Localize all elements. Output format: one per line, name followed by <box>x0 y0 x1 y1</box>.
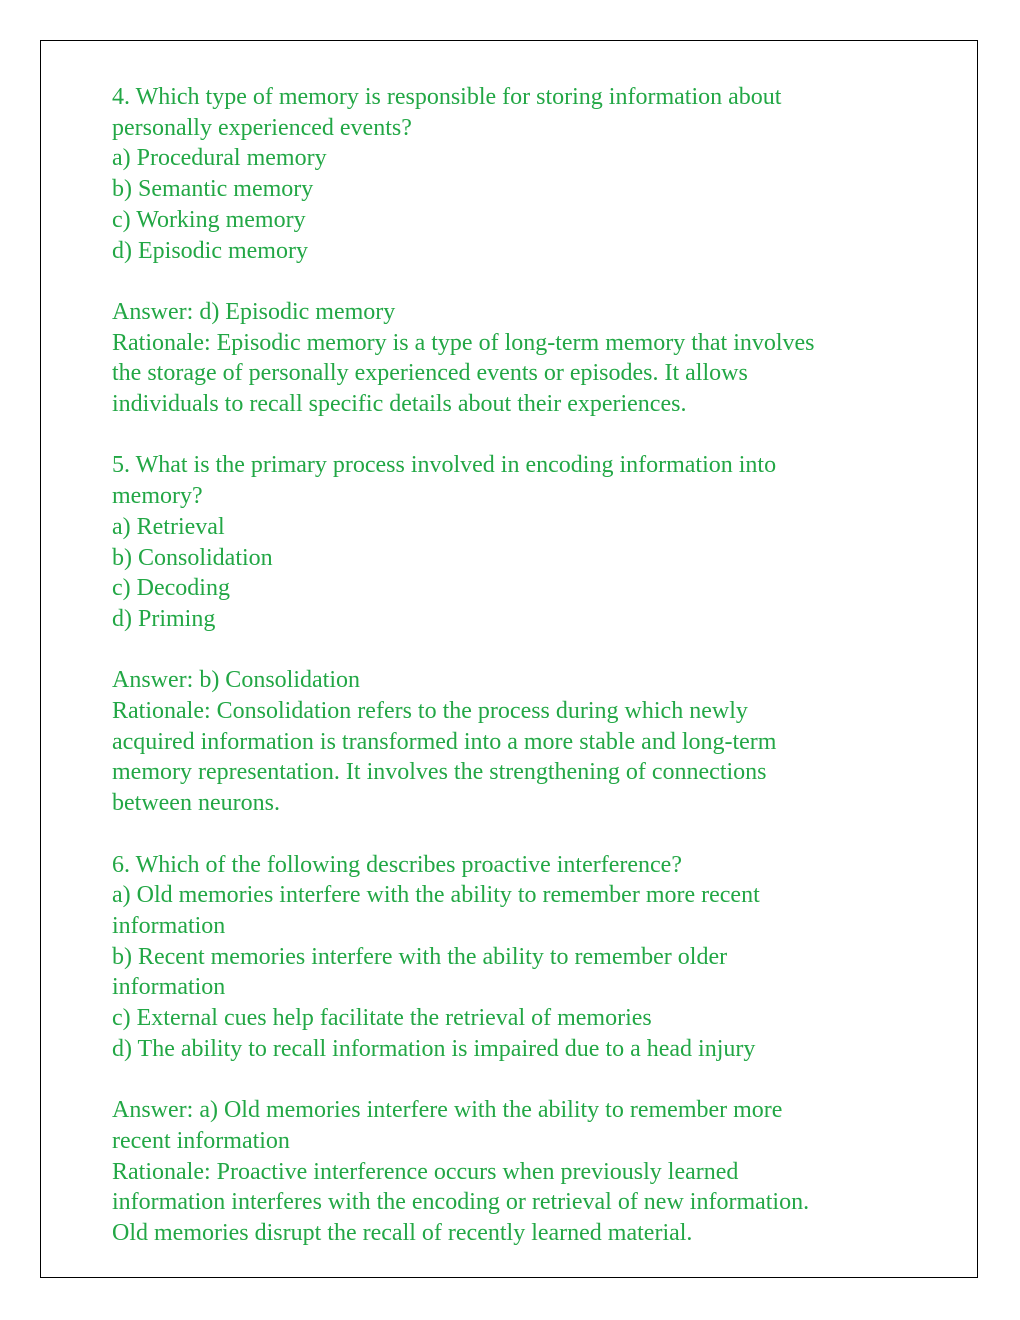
spacer <box>112 420 912 451</box>
rationale-line: Rationale: Consolidation refers to the process during which newly <box>112 698 748 725</box>
option-b: b) Recent memories interfere with the ability to remember older <box>112 943 728 970</box>
question-block-4 <box>112 82 912 420</box>
rationale-line: between neurons. <box>112 790 280 817</box>
answer-line: Answer: a) Old memories interfere with the ability to remember more <box>112 1097 783 1124</box>
options-list <box>112 880 912 1064</box>
options-list <box>112 143 912 266</box>
question-text <box>112 450 912 511</box>
option-d: d) The ability to recall information is impaired due to a head injury <box>112 1035 756 1062</box>
option-b: b) Semantic memory <box>112 176 314 203</box>
spacer <box>112 819 912 850</box>
answer <box>112 297 912 328</box>
rationale-line: Rationale: Proactive interference occurs when previously learned <box>112 1158 739 1185</box>
question-line: personally experienced events? <box>112 114 412 141</box>
option-b: b) Consolidation <box>112 544 273 571</box>
option-c: c) External cues help facilitate the retrieval of memories <box>112 1005 652 1032</box>
rationale-line: information interferes with the encoding or retrieval of new information. <box>112 1189 810 1216</box>
question-block-6 <box>112 850 912 1249</box>
rationale <box>112 1157 912 1249</box>
spacer <box>112 1064 912 1095</box>
spacer <box>112 635 912 666</box>
option-c: c) Decoding <box>112 575 230 602</box>
question-block-5 <box>112 450 912 818</box>
option-d: d) Episodic memory <box>112 237 308 264</box>
answer-line: recent information <box>112 1127 290 1154</box>
option-a: a) Old memories interfere with the ability to remember more recent <box>112 882 760 909</box>
rationale-line: the storage of personally experienced events or episodes. It allows <box>112 360 748 387</box>
question-line: 4. Which type of memory is responsible for storing information about <box>112 84 782 110</box>
option-d: d) Priming <box>112 605 216 632</box>
rationale <box>112 328 912 420</box>
answer <box>112 1095 912 1156</box>
answer <box>112 665 912 696</box>
option-a: a) Retrieval <box>112 513 225 540</box>
option-c: c) Working memory <box>112 206 306 233</box>
rationale-line: Old memories disrupt the recall of recently learned material. <box>112 1219 693 1246</box>
question-line: memory? <box>112 483 203 510</box>
answer-line: Answer: b) Consolidation <box>112 667 360 694</box>
spacer <box>112 266 912 297</box>
option-a-cont: information <box>112 912 226 939</box>
answer-line: Answer: d) Episodic memory <box>112 298 396 325</box>
question-line: 6. Which of the following describes proactive interference? <box>112 851 682 878</box>
rationale-line: Rationale: Episodic memory is a type of long-term memory that involves <box>112 329 815 356</box>
options-list <box>112 512 912 635</box>
rationale <box>112 696 912 819</box>
option-b-cont: information <box>112 974 226 1001</box>
question-text <box>112 82 912 143</box>
rationale-line: memory representation. It involves the strengthening of connections <box>112 759 767 786</box>
document-body <box>112 82 912 1249</box>
question-line: 5. What is the primary process involved in encoding information into <box>112 452 777 479</box>
question-text <box>112 850 912 881</box>
rationale-line: individuals to recall specific details about their experiences. <box>112 391 687 418</box>
option-a: a) Procedural memory <box>112 145 327 172</box>
rationale-line: acquired information is transformed into a more stable and long-term <box>112 728 777 755</box>
